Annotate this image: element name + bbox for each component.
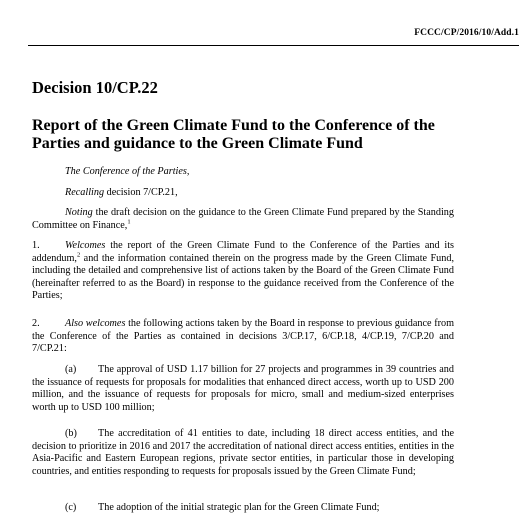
footnote-marker: 2 (76, 251, 81, 259)
paragraph-lead: Also welcomes (65, 318, 126, 329)
header-rule (28, 45, 519, 46)
paragraph-text: the following actions taken by the Board in response to previous guidance from the Conference of the Parties as contained in decisions 3/CP.17, 6/CP.18, 4/CP.19, 7/CP.20 and 7/CP.21: (32, 318, 454, 355)
subparagraph-label: (c) (65, 502, 77, 513)
subparagraph-b (32, 428, 454, 478)
subparagraph-c (32, 502, 454, 515)
preamble-conference (32, 166, 454, 179)
paragraph-lead: Welcomes (65, 240, 106, 251)
recalling-text: decision 7/CP.21, (104, 187, 178, 198)
subparagraph-label: (a) (65, 364, 77, 375)
recalling-word: Recalling (65, 187, 105, 198)
subparagraph-label: (b) (65, 428, 77, 439)
preamble-recalling (32, 187, 454, 200)
paragraph-number: 1. (32, 240, 40, 251)
subparagraph-text: The approval of USD 1.17 billion for 27 projects and programmes in 39 countries and the issuance of requests for proposals for modalities that enhanced direct access, worth up to USD 200 million, and the issuance of requests for proposals for micro, small and medium-sized enterprises worth up to USD 100 million; (32, 364, 454, 413)
noting-word: Noting (65, 207, 93, 218)
conference-text: The Conference of the Parties, (65, 166, 190, 177)
decision-title: Report of the Green Climate Fund to the Conference of the Parties and guidance to the Green Climate Fund (32, 117, 435, 152)
paragraph-2 (32, 318, 454, 356)
preamble-noting (32, 207, 454, 232)
noting-text: the draft decision on the guidance to the Green Climate Fund prepared by the Standing Committee on Finance, (32, 207, 454, 231)
subparagraph-text: The adoption of the initial strategic plan for the Green Climate Fund; (98, 502, 380, 513)
subparagraph-text: The accreditation of 41 entities to date, including 18 direct access entities, and the decision to prioritize in 2016 and 2017 the accreditation of national direct access entities, entities in the Asia-Pacific and Eastern European regions, private sector entities, in particular those in developing countries, and entities responding to requests for proposals issued by the Green Climate Fund; (32, 428, 454, 477)
subparagraph-a (32, 364, 454, 414)
paragraph-text-continued: and the information contained therein on the progress made by the Green Climate Fund, including the detailed and comprehensive list of actions taken by the Board of the Green Climate Fund (hereinafter referred to as the Board) in response to the guidance received from the Conference of the Parties; (32, 252, 454, 302)
paragraph-number: 2. (32, 318, 40, 329)
paragraph-1 (32, 240, 454, 303)
paragraph-text: the report of the Green Climate Fund to the Conference of the Parties and its addendum, (32, 240, 454, 264)
footnote-marker: 1 (127, 218, 131, 226)
decision-number: Decision 10/CP.22 (32, 78, 158, 97)
document-symbol: FCCC/CP/2016/10/Add.1 (414, 28, 519, 38)
